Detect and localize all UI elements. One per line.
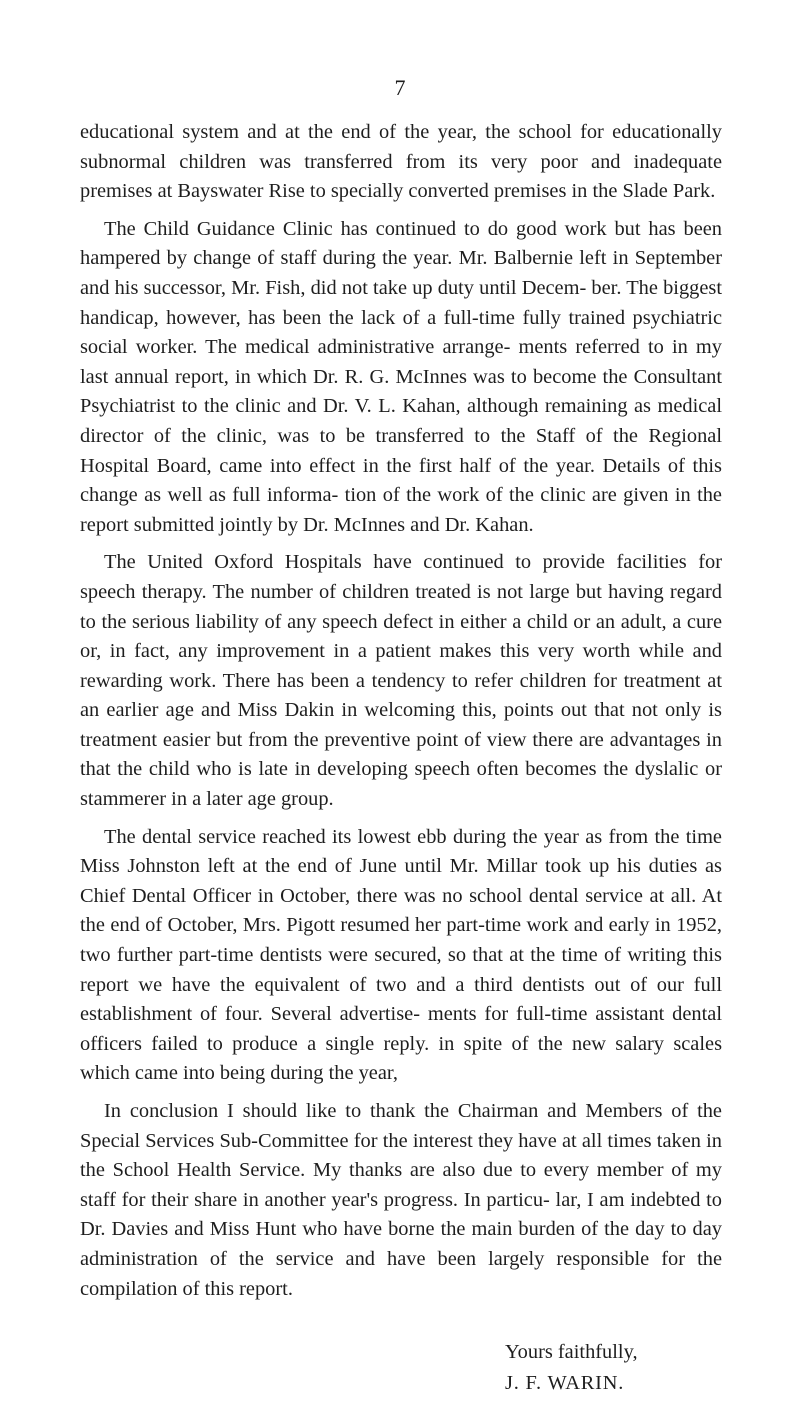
paragraph-child-guidance: The Child Guidance Clinic has continued to do good work but has been hampered by change of staff during the year. Mr. Balbernie left in September and his successor, Mr. Fish, did not take up duty until Decem- ber. The biggest handicap, however, has been the lack of a full-time fully trained psychiatric social worker. The medical administrative arrange- ments referred to in my last annual report, in which Dr. R. G. McInnes was to become the Consultant Psychiatrist to the clinic and Dr. V. L. Kahan, although remaining as medical director of the clinic, was to be transferred to the Staff of the Regional Hospital Board, came into effect in the first half of the year. Details of this change as well as full informa- tion of the work of the clinic are given in the report submitted jointly by Dr. McInnes and Dr. Kahan. <box>80 217 722 536</box>
paragraph-speech-therapy: The United Oxford Hospitals have continued to provide facilities for speech therapy. The number of children treated is not large but having regard to the serious liability of any speech defect in either a child or an adult, a cure or, in fact, any improvement in a patient makes this very worth while and rewarding work. There has been a tendency to refer children for treatment at an earlier age and Miss Dakin in welcoming this, points out that not only is treatment easier but from the preventive point of view there are advantages in that the child who is late in developing speech often becomes the dyslalic or stammerer in a later age group. <box>80 551 722 811</box>
paragraph-dental-service: The dental service reached its lowest ebb during the year as from the time Miss Johnston left at the end of June until Mr. Millar took up his duties as Chief Dental Officer in October, there was no school dental service at all. At the end of October, Mrs. Pigott resumed her part-time work and early in 1952, two further part-time dentists were secured, so that at the time of writing this report we have the equivalent of two and a third dentists out of our full establishment of four. Several advertise- ments for full-time assistant dental officers failed to produce a single reply. in spite of the new salary scales which came into being during the year, <box>80 825 722 1085</box>
page-number: 7 <box>394 75 406 100</box>
paragraph-school-transfer: educational system and at the end of the year, the school for educationally subnormal children was transferred from its very poor and inadequate premises at Bayswater Rise to specially converted premises in the Slade Park. <box>80 121 722 203</box>
paragraph-conclusion: In conclusion I should like to thank the Chairman and Members of the Special Services Sub-Committee for the interest they have at all times taken in the School Health Service. My thanks are also due to every member of my staff for their share in another year's progress. In particu- lar, I am indebted to Dr. Davies and Miss Hunt who have borne the main burden of the day to day administration of the service and have been largely responsible for the compilation of this report. <box>80 1100 722 1300</box>
signature: J. F. WARIN. <box>505 1372 625 1394</box>
closing-salutation: Yours faithfully, <box>505 1341 638 1363</box>
report-body <box>80 118 722 1304</box>
